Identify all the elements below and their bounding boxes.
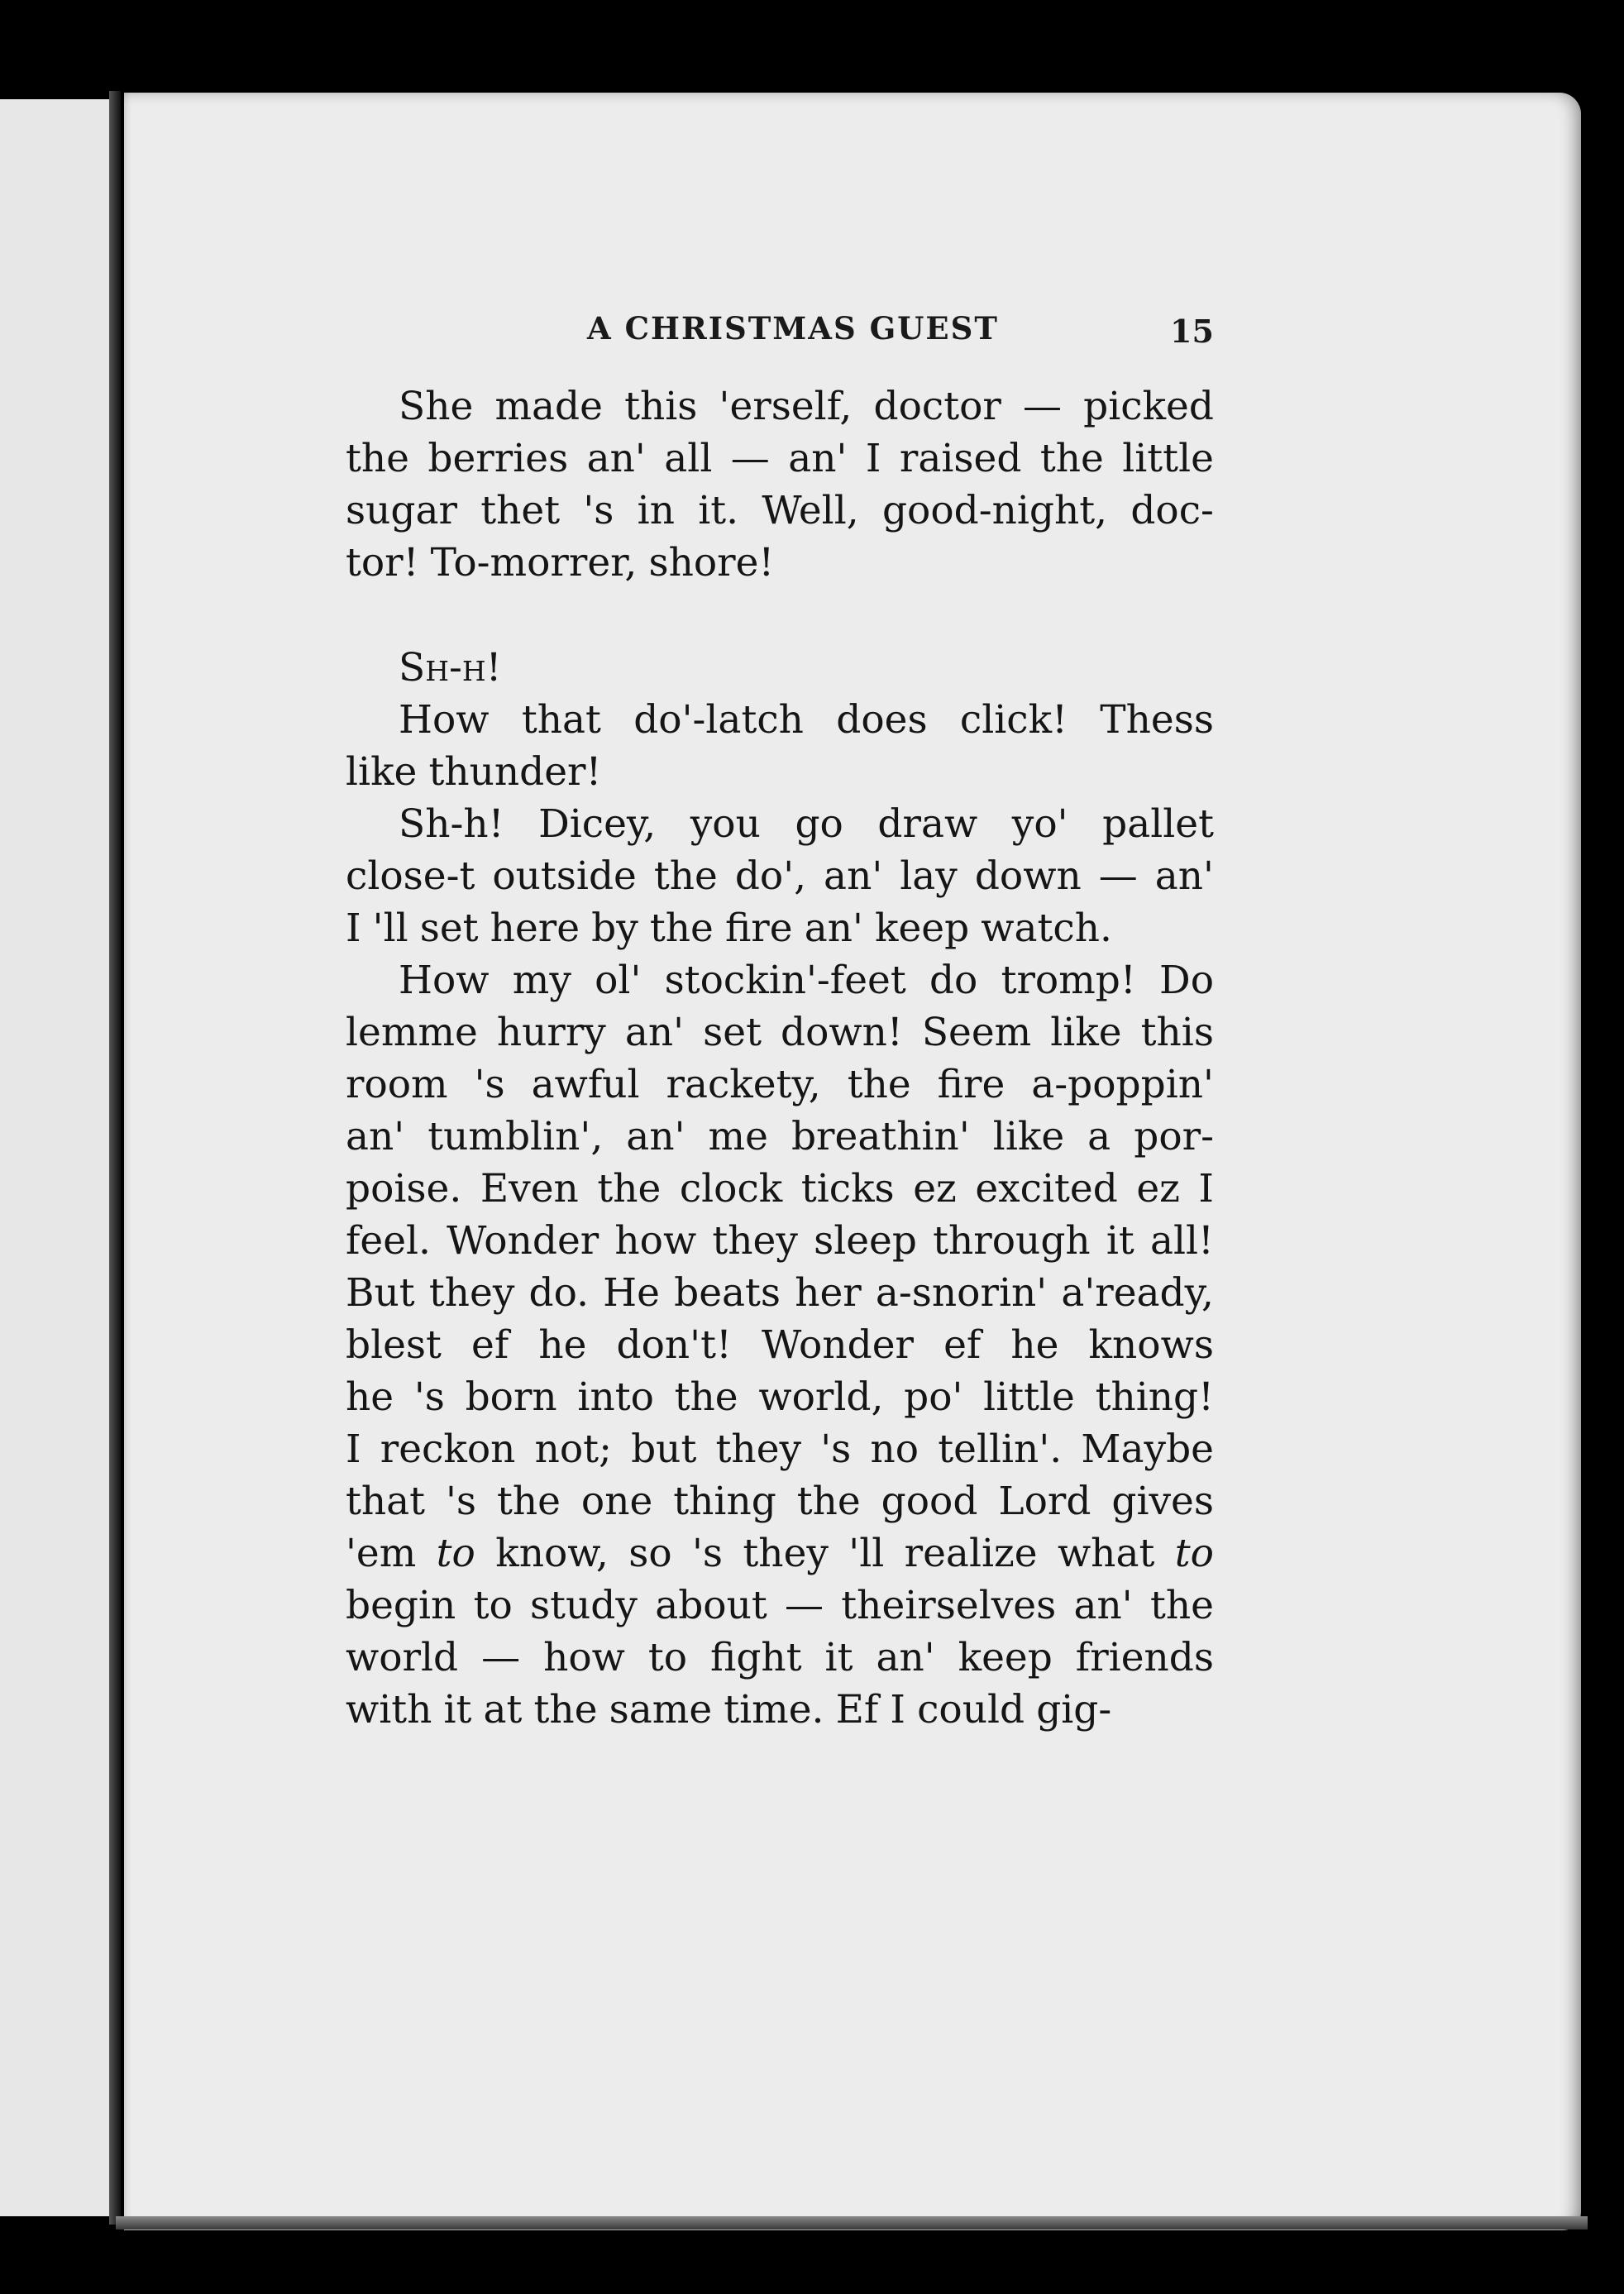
word: Well, <box>762 488 859 533</box>
word: He <box>603 1270 660 1316</box>
word: lemme <box>346 1010 478 1055</box>
text-line <box>346 537 1214 589</box>
word: I <box>890 1687 905 1732</box>
text-line <box>346 1632 1214 1684</box>
word: doc- <box>1130 488 1214 533</box>
word: stockin'-feet <box>664 958 906 1003</box>
word: raised <box>899 436 1022 481</box>
word: rackety, <box>666 1062 821 1107</box>
word: time. <box>724 1687 824 1732</box>
word: poise. <box>346 1166 462 1212</box>
word: not; <box>534 1427 612 1472</box>
word: I <box>346 906 361 951</box>
word: theirselves <box>841 1583 1057 1628</box>
word: Thess <box>1100 697 1214 743</box>
word: feel. <box>346 1218 431 1264</box>
word: born <box>465 1374 557 1420</box>
word: an' <box>804 906 863 951</box>
word: gig- <box>1036 1687 1112 1732</box>
word: they <box>743 1531 829 1576</box>
word: ticks <box>800 1166 895 1212</box>
word: sleep <box>814 1218 917 1264</box>
word: — <box>1023 384 1062 429</box>
word: po' <box>904 1374 963 1420</box>
word: down! <box>781 1010 903 1055</box>
word: into <box>577 1374 654 1420</box>
word: thing! <box>1095 1374 1214 1420</box>
word: the <box>653 853 718 899</box>
word: all! <box>1149 1218 1214 1264</box>
word: thing <box>673 1479 776 1524</box>
word: 'em <box>346 1531 417 1576</box>
word: tellin'. <box>938 1427 1063 1472</box>
word: yo' <box>1011 801 1068 847</box>
word: little <box>1122 436 1214 481</box>
word: por- <box>1134 1114 1214 1159</box>
word: an' <box>626 1114 685 1159</box>
word: Maybe <box>1081 1427 1214 1472</box>
word: that <box>521 697 601 743</box>
word: beats <box>674 1270 781 1316</box>
text-line <box>346 746 1214 798</box>
word: down <box>974 853 1082 899</box>
text-line <box>346 1163 1214 1215</box>
word: the <box>346 436 409 481</box>
word: the <box>597 1166 662 1212</box>
word: knows <box>1088 1322 1214 1368</box>
word: a <box>1087 1114 1111 1159</box>
word: Dicey, <box>538 801 657 847</box>
word: friends <box>1075 1635 1214 1680</box>
text-line <box>346 642 1214 694</box>
word: how <box>543 1635 625 1680</box>
word: he <box>538 1322 587 1368</box>
word: breathin' <box>791 1114 970 1159</box>
word: by <box>591 906 638 951</box>
text-line <box>346 850 1214 902</box>
text-line <box>346 1111 1214 1163</box>
word: it <box>1106 1218 1134 1264</box>
word: no <box>870 1427 919 1472</box>
text-line <box>346 1527 1214 1580</box>
text-line <box>346 1423 1214 1475</box>
word: begin <box>346 1583 456 1628</box>
word: excited <box>975 1166 1118 1212</box>
word: I <box>865 436 881 481</box>
text-line <box>346 1267 1214 1319</box>
text-line <box>346 380 1214 433</box>
word: does <box>836 697 928 743</box>
word: good <box>881 1479 978 1524</box>
word: what <box>1057 1531 1155 1576</box>
word: clock <box>679 1166 783 1212</box>
word: the <box>649 906 714 951</box>
word: ol' <box>595 958 642 1003</box>
word: To-morrer, <box>430 540 638 585</box>
word: realize <box>904 1531 1038 1576</box>
word: outside <box>492 853 637 899</box>
word: a-poppin' <box>1031 1062 1214 1107</box>
word: same <box>609 1687 713 1732</box>
word: me <box>708 1114 768 1159</box>
word: reckon <box>380 1427 516 1472</box>
word: blest <box>346 1322 442 1368</box>
word: click! <box>959 697 1068 743</box>
word: one <box>580 1479 653 1524</box>
gutter-shadow <box>109 91 121 2225</box>
word: sugar <box>346 488 457 533</box>
word: they <box>715 1427 802 1472</box>
page-bottom-edge <box>116 2216 1588 2229</box>
text-line <box>346 1475 1214 1527</box>
word: an' <box>876 1635 935 1680</box>
word: close-t <box>346 853 475 899</box>
word: study <box>530 1583 638 1628</box>
text-line <box>346 1215 1214 1267</box>
word: — <box>1098 853 1138 899</box>
word: to <box>647 1635 688 1680</box>
word: he <box>1010 1322 1059 1368</box>
word: the <box>674 1374 738 1420</box>
word: little <box>983 1374 1075 1420</box>
word: he <box>346 1374 394 1420</box>
word: in <box>637 488 675 533</box>
word: — <box>730 436 770 481</box>
word: an' <box>1073 1583 1133 1628</box>
text-line <box>346 1059 1214 1111</box>
word: awful <box>531 1062 640 1107</box>
word: an' <box>788 436 848 481</box>
word: go <box>795 801 843 847</box>
word: the <box>847 1062 911 1107</box>
word: Lord <box>998 1479 1091 1524</box>
word: it. <box>698 488 739 533</box>
word: the <box>1149 1583 1214 1628</box>
word: set <box>703 1010 762 1055</box>
word: 's <box>692 1531 724 1576</box>
word: berries <box>427 436 569 481</box>
word: I <box>1198 1166 1214 1212</box>
word: 's <box>583 488 614 533</box>
word: an' <box>586 436 646 481</box>
word: 's <box>820 1427 852 1472</box>
word: an' <box>346 1114 405 1159</box>
word: the <box>497 1479 561 1524</box>
word: it <box>443 1687 472 1732</box>
word: it <box>824 1635 853 1680</box>
word: do'-latch <box>633 697 804 743</box>
word: room <box>346 1062 448 1107</box>
word: 'erself, <box>719 384 853 429</box>
word: But <box>346 1270 415 1316</box>
word: 'll <box>372 906 408 951</box>
word: to <box>436 1531 475 1576</box>
word: could <box>917 1687 1025 1732</box>
text-line <box>346 1319 1214 1371</box>
word: Do <box>1159 958 1214 1003</box>
word: pallet <box>1102 801 1214 847</box>
word: know, <box>495 1531 609 1576</box>
running-head: A CHRISTMAS GUEST <box>587 310 999 346</box>
word: Seem <box>921 1010 1032 1055</box>
word: How <box>399 697 490 743</box>
word: at <box>483 1687 523 1732</box>
word: Even <box>480 1166 579 1212</box>
word: gives <box>1111 1479 1214 1524</box>
word: hurry <box>496 1010 606 1055</box>
word: — <box>481 1635 521 1680</box>
word: She <box>399 384 474 429</box>
paragraph-gap <box>346 589 1214 642</box>
word: 's <box>446 1479 477 1524</box>
text-line <box>346 1006 1214 1059</box>
word: Ef <box>835 1687 879 1732</box>
word: the <box>533 1687 598 1732</box>
word: about <box>655 1583 767 1628</box>
word: shore! <box>648 540 775 585</box>
word: my <box>512 958 571 1003</box>
word: tor! <box>346 540 419 585</box>
word: — <box>785 1583 824 1628</box>
word: How <box>399 958 490 1003</box>
word: Sh-h! <box>399 645 502 691</box>
word: this <box>624 384 698 429</box>
word: ez <box>1136 1166 1180 1212</box>
word: ef <box>471 1322 509 1368</box>
word: to <box>1174 1531 1214 1576</box>
text-line <box>346 954 1214 1006</box>
word: set <box>419 906 479 951</box>
word: fight <box>709 1635 802 1680</box>
word: a-snorin' <box>875 1270 1048 1316</box>
page-number: 15 <box>1170 313 1214 350</box>
word: keep <box>958 1635 1053 1680</box>
word: fire <box>724 906 793 951</box>
word: Wonder <box>761 1322 914 1368</box>
word: the <box>796 1479 861 1524</box>
word: thet <box>480 488 561 533</box>
text-line <box>346 1371 1214 1423</box>
text-line <box>346 694 1214 746</box>
text-line <box>346 902 1214 954</box>
text-line <box>346 1580 1214 1632</box>
word: world, <box>758 1374 884 1420</box>
word: they <box>712 1218 798 1264</box>
word: Wonder <box>447 1218 599 1264</box>
word: an' <box>624 1010 685 1055</box>
word: here <box>490 906 580 951</box>
word: but <box>631 1427 697 1472</box>
facing-page-edge <box>0 99 114 2216</box>
word: a'ready, <box>1061 1270 1214 1316</box>
word: with <box>346 1687 432 1732</box>
word: tromp! <box>1001 958 1136 1003</box>
word: watch. <box>981 906 1112 951</box>
word: so <box>628 1531 672 1576</box>
word: 'll <box>848 1531 885 1576</box>
word: you <box>690 801 761 847</box>
word: don't! <box>616 1322 732 1368</box>
word: 's <box>413 1374 445 1420</box>
word: like <box>1050 1010 1122 1055</box>
word: lay <box>900 853 958 899</box>
text-line <box>346 1684 1214 1736</box>
word: do <box>929 958 978 1003</box>
word: how <box>614 1218 697 1264</box>
word: ef <box>943 1322 982 1368</box>
body-text <box>346 380 1214 1736</box>
text-line <box>346 485 1214 537</box>
word: fire <box>937 1062 1005 1107</box>
word: an' <box>824 853 883 899</box>
word: her <box>795 1270 862 1316</box>
word: tumblin', <box>427 1114 604 1159</box>
word: thunder! <box>428 749 602 795</box>
word: an' <box>1154 853 1214 899</box>
word: do. <box>528 1270 590 1316</box>
word: through <box>933 1218 1091 1264</box>
text-line <box>346 798 1214 850</box>
word: they <box>428 1270 515 1316</box>
word: I <box>346 1427 361 1472</box>
word: keep <box>875 906 970 951</box>
word: Sh-h! <box>399 801 504 847</box>
word: 's <box>474 1062 505 1107</box>
word: ez <box>913 1166 957 1212</box>
text-line <box>346 433 1214 485</box>
word: good-night, <box>881 488 1108 533</box>
word: like <box>992 1114 1065 1159</box>
word: like <box>346 749 418 795</box>
word: this <box>1140 1010 1214 1055</box>
word: picked <box>1083 384 1214 429</box>
word: do', <box>734 853 807 899</box>
word: that <box>346 1479 426 1524</box>
word: the <box>1039 436 1104 481</box>
word: to <box>473 1583 513 1628</box>
word: draw <box>877 801 978 847</box>
word: all <box>664 436 713 481</box>
word: made <box>494 384 603 429</box>
word: doctor <box>873 384 1001 429</box>
word: world <box>346 1635 459 1680</box>
